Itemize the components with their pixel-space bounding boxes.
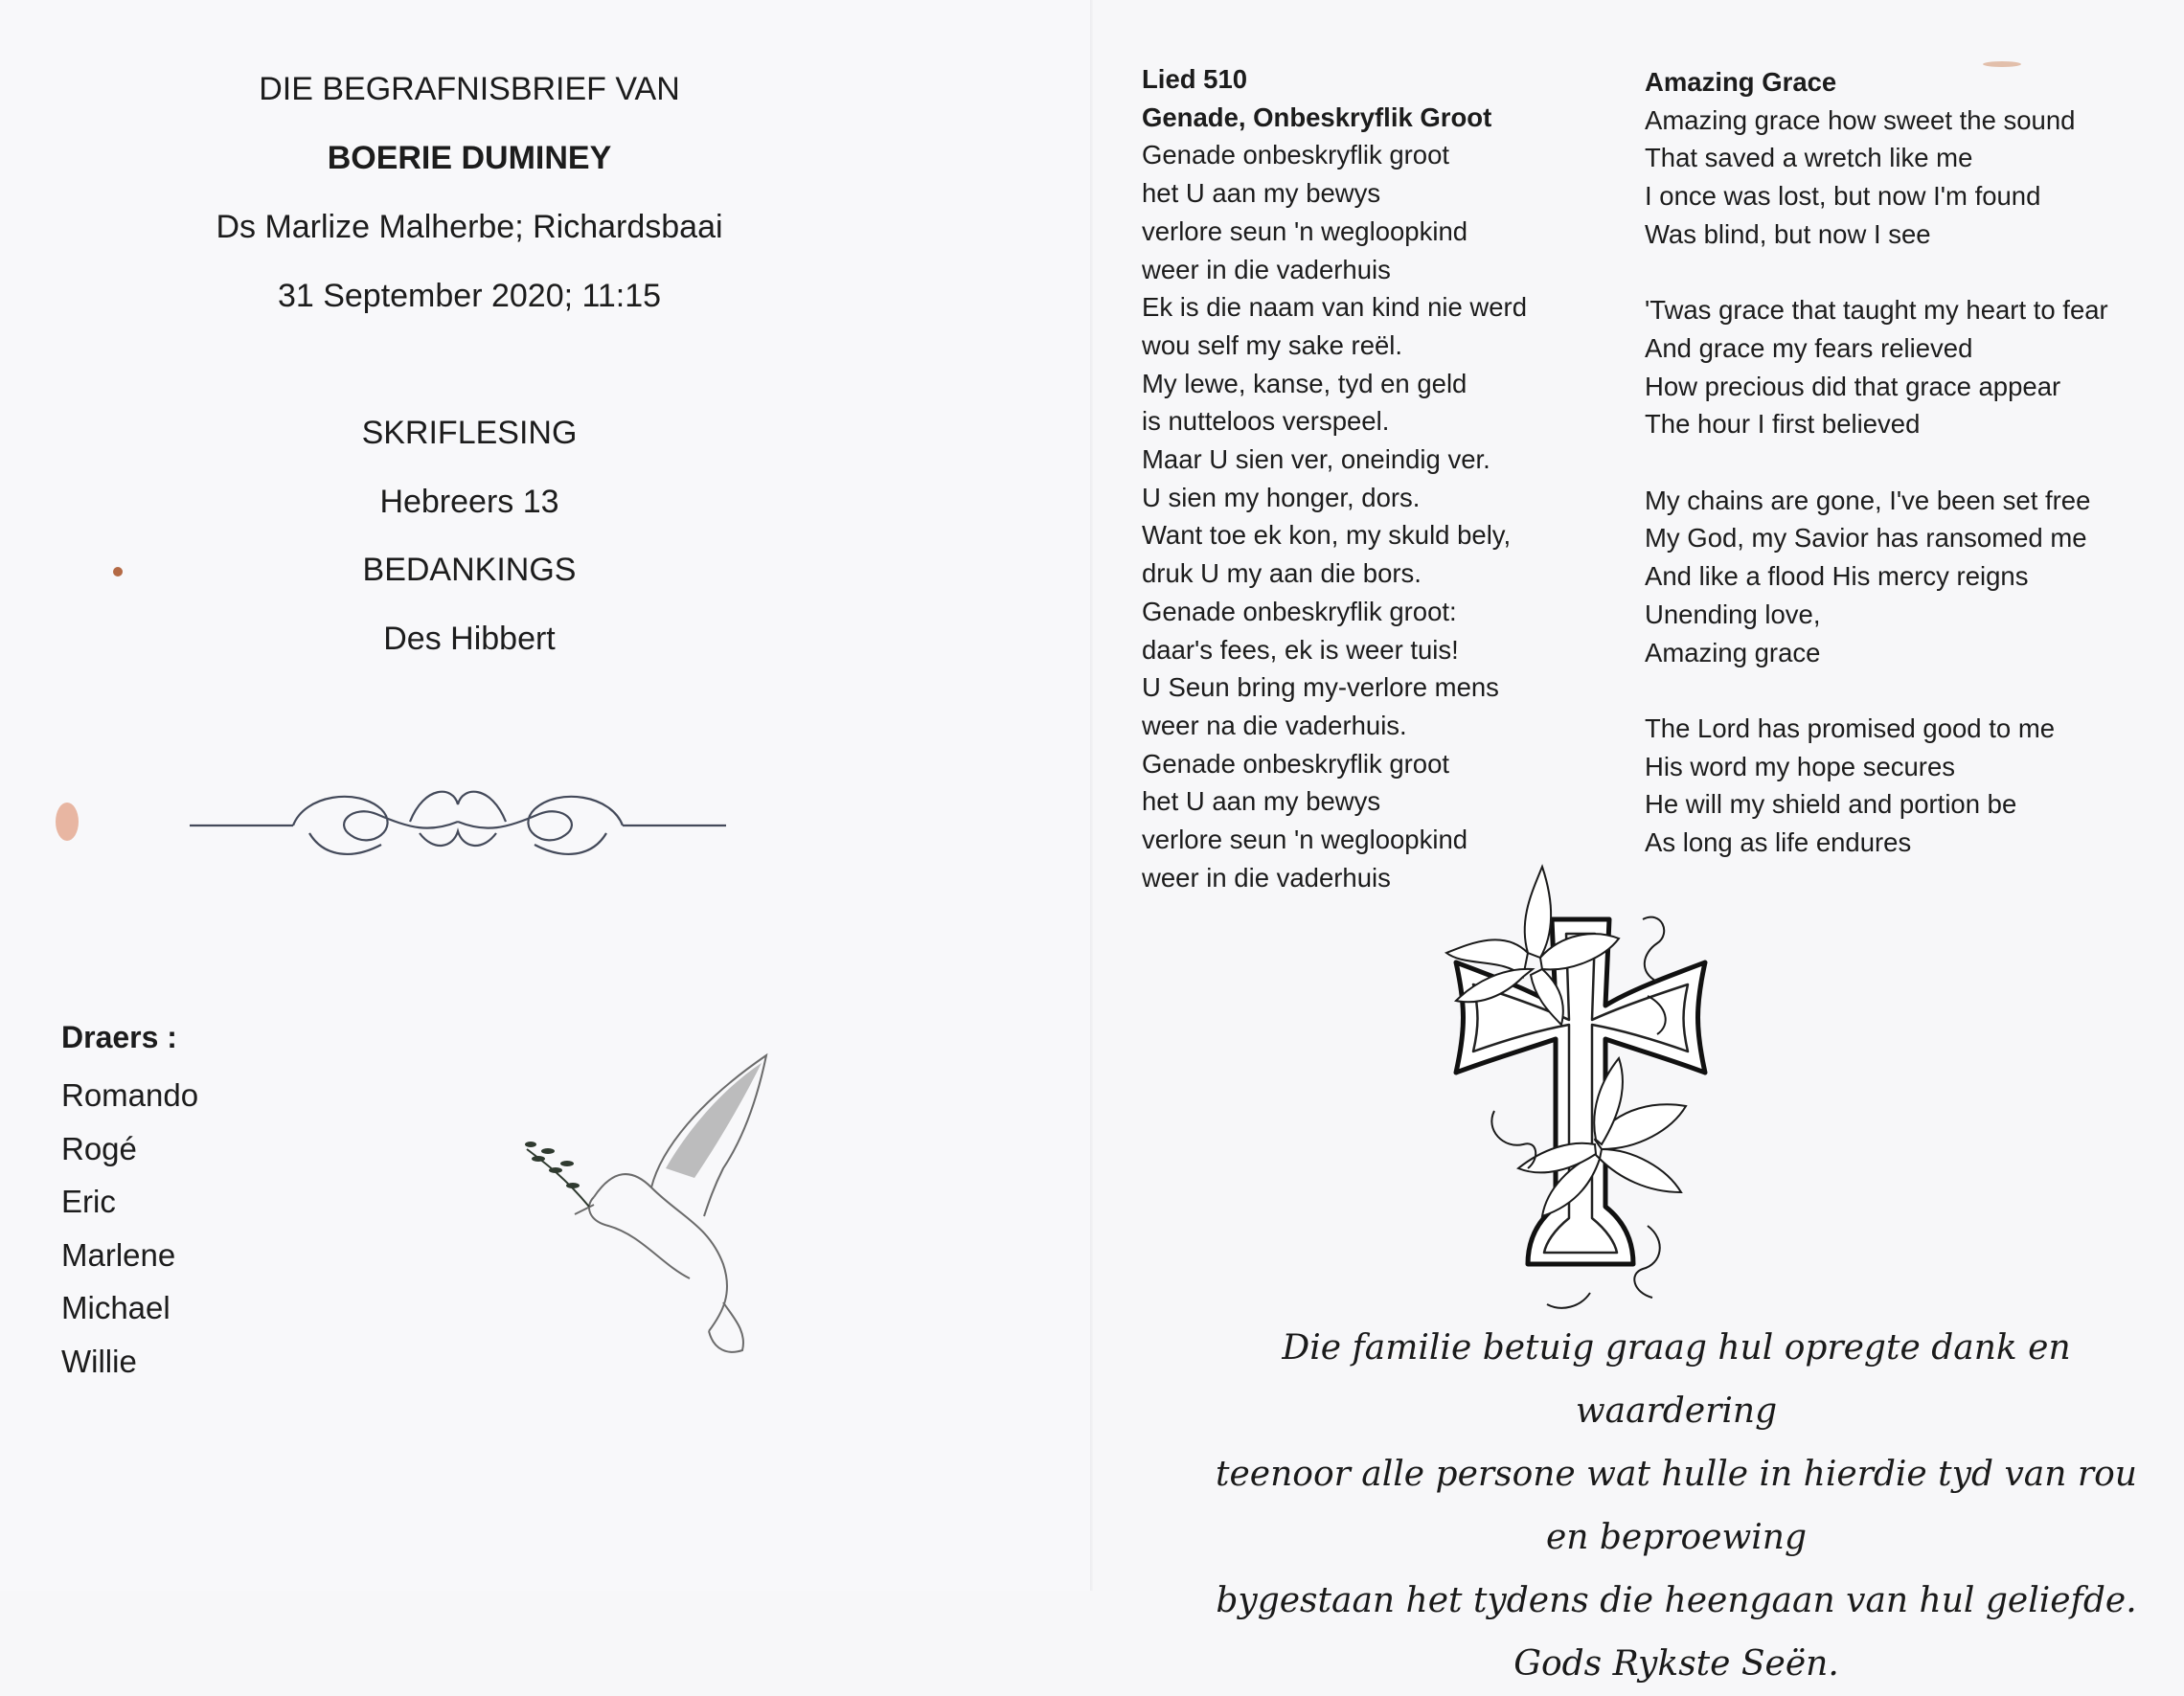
hymn-stanza [1645, 710, 2108, 862]
hymn-line: Was blind, but now I see [1645, 218, 1931, 249]
cross-with-lilies-icon [1427, 862, 1734, 1331]
hymn-line: My God, my Savior has ransomed me [1645, 523, 2087, 554]
page-fold [1090, 0, 1093, 1591]
thanks-line: bygestaan het tydens die heengaan van hul geliefde. [1216, 1581, 2137, 1620]
paper-speck [1983, 61, 2021, 67]
hymn-line: My lewe, kanse, tyd en geld [1142, 368, 1467, 398]
hymn-line: U sien my honger, dors. [1142, 482, 1421, 512]
pallbearer: Marlene [61, 1236, 176, 1273]
pallbearer: Eric [61, 1184, 116, 1219]
hymn-afrikaans [1142, 60, 1527, 896]
hymn-line: het U aan my bewys [1142, 786, 1381, 817]
left-page [0, 0, 1092, 1591]
hymn-line: And grace my fears relieved [1645, 332, 1973, 363]
hymn-line: is nutteloos verspeel. [1142, 406, 1390, 437]
hymn-line: verlore seun 'n wegloopkind [1142, 215, 1468, 246]
paper-speck [113, 567, 123, 577]
hymn-title: Genade, Onbeskryflik Groot [1142, 102, 1492, 132]
letter-heading: DIE BEGRAFNISBRIEF VAN [259, 71, 680, 107]
thanks-message [1197, 1317, 2155, 1696]
hymn-stanza [1645, 291, 2108, 443]
hymn-stanza [1645, 102, 2108, 254]
hymn-line: wou self my sake reël. [1142, 329, 1403, 360]
scripture-heading: SKRIFLESING [361, 415, 578, 451]
hymn-number: Lied 510 [1142, 64, 1248, 94]
minister-line: Ds Marlize Malherbe; Richardsbaai [216, 209, 723, 245]
thanks-heading: BEDANKINGS [362, 552, 577, 588]
hymn-line: The hour I first believed [1645, 409, 1921, 440]
pallbearer: Romando [61, 1077, 199, 1113]
thanks-line: Die familie betuig graag hul opregte dank en waardering [1282, 1328, 2071, 1431]
dove-icon [517, 1044, 785, 1360]
thanks-line: teenoor alle persone wat hulle in hierdie tyd van rou en beproewing [1216, 1455, 2137, 1557]
hymn-stanza [1645, 482, 2108, 672]
hymn-line: Amazing grace how sweet the sound [1645, 104, 2076, 135]
hymn-english [1645, 63, 2108, 899]
hymn-line: Unending love, [1645, 599, 1821, 629]
hymn-line: Genade onbeskryflik groot [1142, 748, 1450, 779]
deceased-name: BOERIE DUMINEY [327, 140, 612, 176]
hymn-line: Amazing grace [1645, 637, 1821, 667]
hymn-line: And like a flood His mercy reigns [1645, 561, 2029, 592]
hymn-line: daar's fees, ek is weer tuis! [1142, 634, 1459, 665]
hymn-line: Genade onbeskryflik groot [1142, 140, 1450, 170]
thanks-by: Des Hibbert [383, 621, 556, 657]
pallbearer: Willie [61, 1343, 137, 1379]
hymn-line: He will my shield and portion be [1645, 789, 2017, 820]
hymn-line: druk U my aan die bors. [1142, 558, 1422, 589]
scroll-divider-icon [190, 776, 726, 862]
hymn-line: 'Twas grace that taught my heart to fear [1645, 295, 2108, 326]
paper-stain [56, 803, 79, 841]
hymn-line: Maar U sien ver, oneindig ver. [1142, 444, 1490, 475]
hymn-line: As long as life endures [1645, 827, 1912, 858]
hymn-line: weer in die vaderhuis [1142, 862, 1391, 893]
hymn-line: My chains are gone, I've been set free [1645, 485, 2091, 515]
hymn-line: The Lord has promised good to me [1645, 712, 2056, 743]
hymn-line: weer in die vaderhuis [1142, 254, 1391, 284]
date-time: 31 September 2020; 11:15 [277, 278, 662, 314]
hymn-line: het U aan my bewys [1142, 178, 1381, 209]
pallbearers-title: Draers : [61, 1020, 177, 1054]
hymn-line: That saved a wretch like me [1645, 143, 1973, 173]
pallbearer: Rogé [61, 1130, 137, 1166]
pallbearers-list [61, 1069, 198, 1388]
hymn-line: Genade onbeskryflik groot: [1142, 596, 1457, 626]
hymn-line: Ek is die naam van kind nie werd [1142, 292, 1528, 323]
pallbearer: Michael [61, 1290, 171, 1325]
hymn-line: weer na die vaderhuis. [1142, 710, 1407, 740]
hymn-line: U Seun bring my-verlore mens [1142, 672, 1499, 703]
hymn-line: I once was lost, but now I'm found [1645, 181, 2041, 212]
hymn-line: verlore seun 'n wegloopkind [1142, 825, 1468, 855]
hymn-line: How precious did that grace appear [1645, 371, 2061, 401]
hymn-title: Amazing Grace [1645, 67, 1837, 97]
scripture-reference: Hebreers 13 [379, 484, 559, 520]
hymn-line: Want toe ek kon, my skuld bely, [1142, 520, 1512, 551]
hymn-line: His word my hope secures [1645, 751, 1956, 781]
blessing-line: Gods Rykste Seën. [1513, 1644, 1839, 1684]
